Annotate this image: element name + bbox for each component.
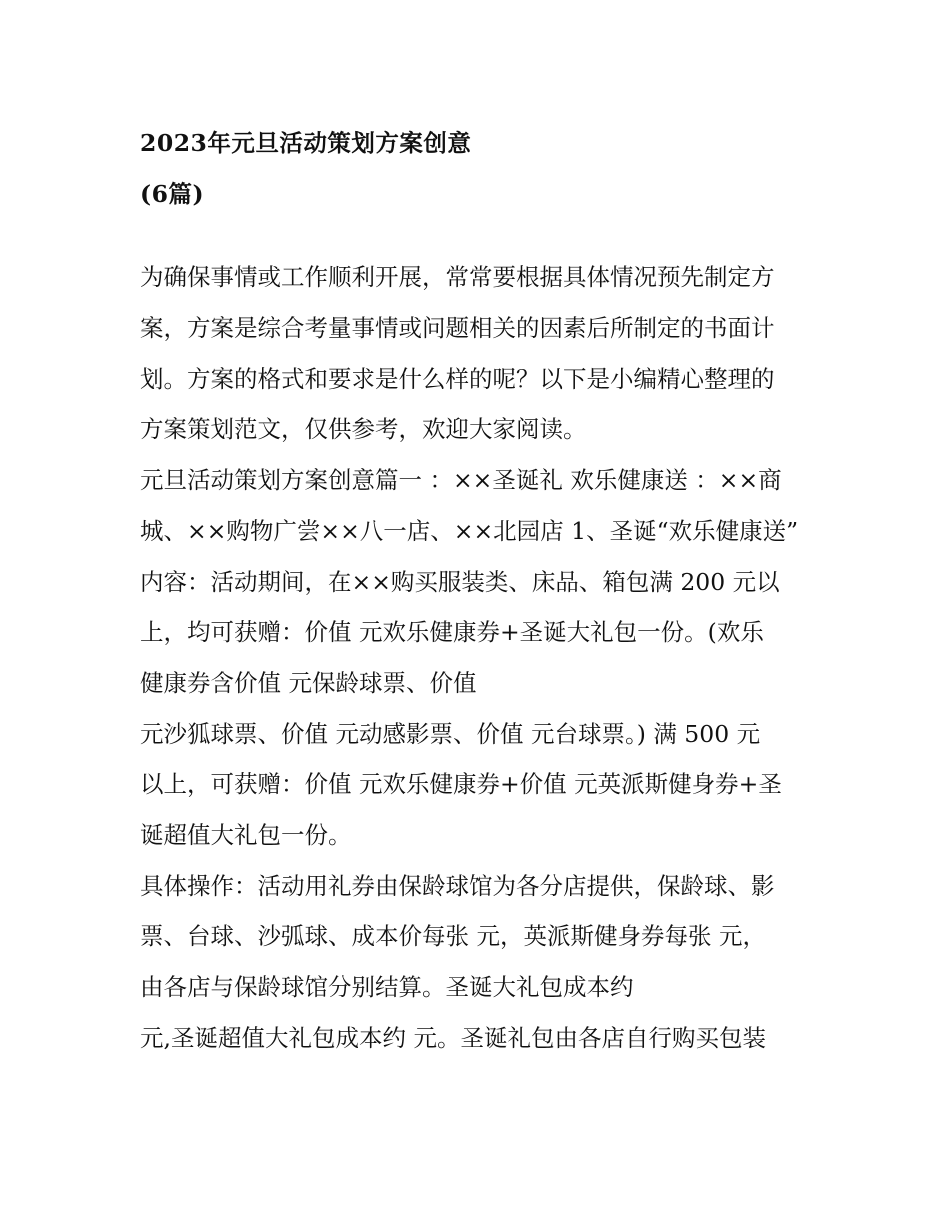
paragraph-line: 内容：活动期间，在××购买服装类、床品、箱包满 200 元以 — [140, 567, 780, 596]
paragraph-line: 票、台球、沙弧球、成本价每张 元，英派斯健身券每张 元， — [140, 922, 766, 951]
paragraph-line: 元沙狐球票、价值 元动感影票、价值 元台球票。) 满 500 元 — [140, 719, 761, 748]
intro-line: 方案策划范文，仅供参考，欢迎大家阅读。 — [140, 415, 587, 444]
document-body — [140, 252, 815, 1063]
title-line: (6篇) — [140, 179, 205, 208]
paragraph-line: 健康券含价值 元保龄球票、价值 — [140, 668, 477, 697]
paragraph-line: 元,圣诞超值大礼包成本约 元。圣诞礼包由各店自行购买包装 — [140, 1023, 766, 1052]
paragraph-line: 诞超值大礼包一份。 — [140, 820, 352, 849]
paragraph-line: 由各店与保龄球馆分别结算。圣诞大礼包成本约 — [140, 973, 634, 1001]
intro-line: 为确保事情或工作顺利开展，常常要根据具体情况预先制定方 — [140, 263, 775, 292]
paragraph-line: 城、××购物广尝××八一店、××北园店 1、圣诞“欢乐健康送” — [140, 516, 799, 545]
intro-line: 划。方案的格式和要求是什么样的呢？以下是小编精心整理的 — [140, 364, 775, 393]
paragraph-line: 具体操作：活动用礼券由保龄球馆为各分店提供，保龄球、影 — [140, 871, 775, 900]
document-title — [140, 118, 815, 219]
intro-line: 案，方案是综合考量事情或问题相关的因素后所制定的书面计 — [140, 314, 775, 343]
document-content — [140, 118, 815, 1063]
paragraph-line: 以上，可获赠：价值 元欢乐健康券+价值 元英派斯健身券+圣 — [140, 770, 782, 799]
paragraph-line: 元旦活动策划方案创意篇一 ：××圣诞礼 欢乐健康送 ：××商 — [140, 466, 782, 495]
paragraph-line: 上，均可获赠：价值 元欢乐健康券+圣诞大礼包一份。(欢乐 — [140, 618, 764, 647]
title-line: 2023年元旦活动策划方案创意 — [140, 129, 472, 157]
